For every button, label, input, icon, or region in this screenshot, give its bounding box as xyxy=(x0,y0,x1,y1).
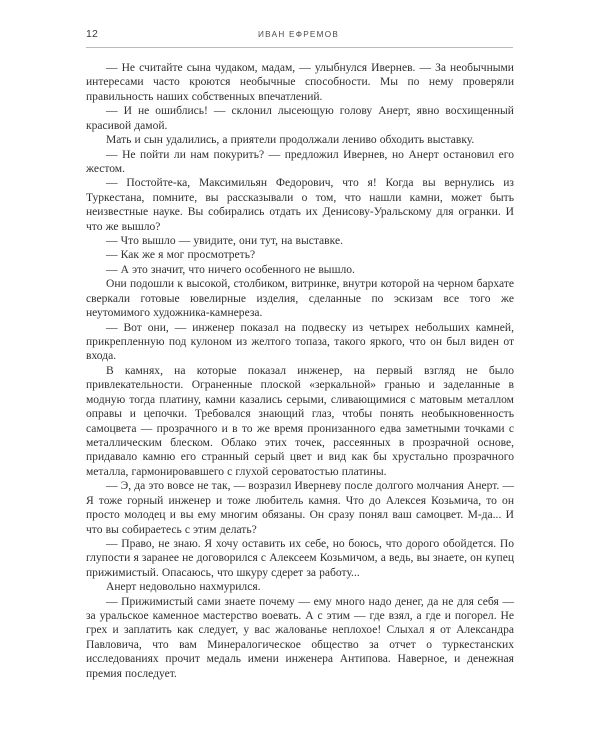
paragraph: — А это значит, что ничего особенного не вышло. xyxy=(106,263,355,276)
body-text-column xyxy=(86,61,514,681)
paragraph: — Право, не знаю. Я хочу оставить их себе, но боюсь, что дорого обойдется. По глупости я заранее не договорился с Алексеем Козьмичом, а ведь, вы знаете, он купец прижимистый. Опасаюсь, что шкуру сдерет за работу... xyxy=(86,537,514,579)
paragraph: В камнях, на которые показал инженер, на первый взгляд не было привлекательности. Ограненные плоской «зеркальной» гранью и заделанные в модную тогда платину, камни казались серыми, сливающимися с матовым металлом оправы и цепочки. Требовался знающий глаз, чтобы понять необыкновенность самоцвета — прозрачного и в то же время пронизанного едва заметными точками с металлическим блеском. Облако этих точек, рассеянных в прозрачной основе, придавало камню его странный серый цвет и вид как бы хрустально прозрачного металла, гармонировавшего с глухой сероватостью платины. xyxy=(86,364,514,478)
paragraph: — Не считайте сына чудаком, мадам, — улыбнулся Ивернев. — За необычными интересами часто кроются необычные способности. Мы по нему проверяли правильность наших собственных впечатлений. xyxy=(86,62,514,103)
paragraph: — Э, да это вовсе не так, — возразил Иверневу после долгого молчания Анерт. — Я тоже горный инженер и тоже любитель камня. Что до Алексея Козьмича, то он просто молодец и вы ему многим обязаны. Он сразу понял ваш самоцвет. М-да... И что вы собираетесь с этим делать? xyxy=(86,480,514,536)
running-head xyxy=(86,28,513,44)
page-number: 12 xyxy=(86,28,99,40)
paragraph: Они подошли к высокой, столбиком, витринке, внутри которой на черном бархате сверкали готовые ювелирные изделия, сделанные по эскизам все того же неутомимого художника-камнереза. xyxy=(86,278,514,320)
paragraph: — Прижимистый сами знаете почему — ему много надо денег, да не для себя — за уральское каменное мастерство воевать. А с этим — где взял, а где и погорел. Не грех и заплатить как следует, у вас жалованье неплохое! Слыхал я от Александра Павловича, что вам Минералогическое общество за отчет о туркестанских исследованиях прочит медаль имени инженера Антипова. Наверное, и денежная премия последует. xyxy=(86,595,514,680)
paragraph: Мать и сын удалились, а приятели продолжали лениво обходить выставку. xyxy=(106,134,475,147)
paragraph: — Что вышло — увидите, они тут, на выставке. xyxy=(106,235,343,248)
paragraph: Анерт недовольно нахмурился. xyxy=(106,581,261,594)
paragraph: — Как же я мог просмотреть? xyxy=(106,249,256,262)
paragraph: — И не ошиблись! — склонил лысеющую голову Анерт, явно восхищенный красивой дамой. xyxy=(86,105,514,132)
header-divider xyxy=(86,47,513,48)
running-head-title: ИВАН ЕФРЕМОВ xyxy=(258,30,340,39)
paragraph: — Постойте-ка, Максимильян Федорович, что я! Когда вы вернулись из Туркестана, помните, вы рассказывали о том, что нашли камни, может быть неизвестные науке. Вы собирались отдать их Денисову-Уральскому для огранки. И что же вышло? xyxy=(86,177,514,233)
paragraph: — Вот они, — инженер показал на подвеску из четырех небольших камней, прикрепленную под кулоном из желтого топаза, такого яркого, что он был виден от входа. xyxy=(86,321,514,363)
paragraph: — Не пойти ли нам покурить? — предложил Ивернев, но Анерт остановил его жестом. xyxy=(86,148,514,175)
